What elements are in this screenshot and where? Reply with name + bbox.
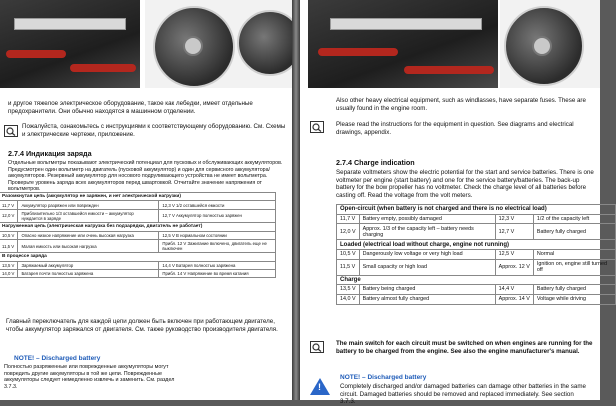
left-para-instructions: Пожалуйста, ознакомьтесь с инструкциями к соответствующему оборудованию. См. Схемы и электрические чертежи, приложение.	[22, 123, 286, 138]
right-cell: Dangerously low voltage or very high load	[359, 249, 495, 259]
right-table-section-title: Open-circuit (when battery is not charged and there is no electrical load)	[337, 205, 616, 215]
table-row	[0, 201, 276, 209]
table-row	[0, 209, 276, 222]
right-cell: Approx. 1/3 of the capacity left – battery needs charging	[359, 224, 495, 240]
left-cell: Батарея почти полностью заряжена	[18, 270, 159, 278]
left-cell: 12,0 V	[0, 209, 18, 222]
right-cell: Approx. 12 V	[495, 259, 533, 275]
right-cell: 14,0 V	[337, 294, 360, 304]
right-cell: Small capacity or high load	[359, 259, 495, 275]
right-cell: Ignition on, engine still turned off	[533, 259, 615, 275]
left-cell: 10,5 V	[0, 231, 18, 239]
right-cell: Battery empty, possibly damaged	[359, 214, 495, 224]
table-row	[337, 294, 616, 304]
right-para-instructions: Please read the instructions for the equipment in question. See diagrams and electrical drawings, appendix.	[336, 121, 574, 136]
table-row	[0, 261, 276, 269]
book-magnifier-icon	[4, 124, 18, 136]
left-section-title: 2.7.4 Индикация заряда	[8, 149, 92, 158]
right-cell: Normal	[533, 249, 615, 259]
left-cell: 12,5 V В нормальном состоянии	[159, 231, 276, 239]
left-cell: 14,0 V	[0, 270, 18, 278]
left-cell: 11,5 V	[0, 239, 18, 252]
right-section-body: Separate voltmeters show the electric potential for the start and service batteries. There is one voltmeter per engine (start battery) and one for the service battery/batteries. The back-up battery for the bow propeller has no voltmeter. Check the charge level of all batteries before casting off. Read the voltage from the volt meters.	[336, 169, 594, 199]
right-cell: 12,5 V	[495, 249, 533, 259]
left-cell: 14,4 V Батарея полностью заряжена	[159, 261, 276, 269]
left-cell: Приблизительно 1/3 оставшейся емкости – аккумулятор нуждается в заряде	[18, 209, 159, 222]
left-cell: Малая емкость или высокая нагрузка	[18, 239, 159, 252]
book-magnifier-icon	[310, 120, 324, 132]
right-table-section-title: Loaded (electrical load without charge, engine not running)	[337, 240, 616, 250]
right-table-section-title: Charge	[337, 275, 616, 285]
right-section-title: 2.7.4 Charge indication	[336, 158, 415, 167]
right-cell: 12,7 V	[495, 224, 533, 240]
left-section-body: Отдельные вольтметры показывают электрический потенциал для пусковых и обслуживающих аккумуляторов. Предусмотрен один вольтметр на двигатель (пусковой аккумулятор) и один для сервисного аккумулятора/аккумуляторов. Резервный аккумулятор для носового подруливающего устройства не имеет вольтметра. Проверьте уровень заряда всех аккумуляторов перед швартовкой. Отчитайте значение напряжения от вольтметров.	[8, 160, 283, 192]
table-row	[337, 259, 616, 275]
left-cell: Заряжаемый аккумулятор	[18, 261, 159, 269]
table-row	[0, 270, 276, 278]
left-para-equipment: и другое тяжелое электрическое оборудование, такое как лебедки, имеет отдельные предохранители. Они обычно находятся в машинном отделении.	[8, 100, 253, 115]
table-row	[337, 214, 616, 224]
right-cell: Battery being charged	[359, 285, 495, 295]
right-cell: 11,5 V	[337, 259, 360, 275]
right-voltage-table	[336, 204, 616, 305]
right-cell: 14,4 V	[495, 285, 533, 295]
left-cell: Опасно низкое напряжение или очень высокая нагрузка	[18, 231, 159, 239]
left-cell: Прибл. 12 V Зажигание включено, двигатель еще не выключен	[159, 239, 276, 252]
left-cell: 13,5 V	[0, 261, 18, 269]
book-magnifier-icon	[310, 340, 324, 352]
right-cell: 12,3 V	[495, 214, 533, 224]
right-note-title: NOTE! – Discharged battery	[340, 374, 427, 381]
book-gutter	[292, 0, 300, 400]
right-para-switch: The main switch for each circuit must be switched on when engines are running for the battery to be charged from the engine. See also the engine manufacturer's manual.	[336, 340, 593, 355]
fuse-panel-photo	[308, 0, 498, 88]
table-row	[337, 249, 616, 259]
table-row	[337, 285, 616, 295]
right-para-equipment: Also other heavy electrical equipment, such as windlasses, have separate fuses. These are usually found in the engine room.	[336, 97, 586, 112]
table-row	[0, 231, 276, 239]
left-note-title: NOTE! – Discharged battery	[14, 355, 101, 362]
table-row	[0, 239, 276, 252]
right-cell: 1/2 of the capacity left	[533, 214, 615, 224]
right-cell: Voltage while driving	[533, 294, 615, 304]
left-cell: Прибл. 14 V Напряжение во время катания	[159, 270, 276, 278]
left-note-body: Полностью разряженные или поврежденные аккумуляторы могут повредить другие аккумуляторы в той же цепи. Поврежденные аккумуляторы следует немедленно извлечь и заменить. См. раздел 3.7.3.	[4, 364, 175, 390]
right-page	[300, 0, 607, 406]
left-cell: 11,7 V	[0, 201, 18, 209]
left-table-section-title: Нагруженная цепь (электрическая нагрузка без подзарядки, двигатель не работает)	[0, 223, 276, 231]
left-voltage-table	[0, 192, 276, 278]
left-cell: 12,7 V Аккумулятор полностью заряжен	[159, 209, 276, 222]
right-cell: 11,7 V	[337, 214, 360, 224]
fuse-panel-photo	[0, 0, 140, 88]
right-cell: Battery fully charged	[533, 285, 615, 295]
warning-triangle-icon: !	[310, 378, 330, 395]
terminal-photo	[145, 0, 292, 88]
right-cell: Battery fully charged	[533, 224, 615, 240]
right-cell: Battery almost fully charged	[359, 294, 495, 304]
left-table-section-title: В процессе заряда	[0, 253, 276, 261]
right-cell: 13,5 V	[337, 285, 360, 295]
left-cell: Аккумулятор разряжен или поврежден	[18, 201, 159, 209]
right-cell: 10,5 V	[337, 249, 360, 259]
left-table-section-title: Разомкнутая цепь (аккумулятор не заряжен, и нет электрической нагрузки)	[0, 193, 276, 201]
right-cell: 12,0 V	[337, 224, 360, 240]
right-note-body: Completely discharged and/or damaged batteries can damage other batteries in the same circuit. Damaged batteries should be removed and replaced immediately. See section 3.7.3.	[340, 383, 586, 406]
left-para-switch: Главный переключатель для каждой цепи должен быть включен при работающем двигателе, чтобы аккумулятор заряжался от двигателя. См. также руководство производителя двигателя.	[6, 318, 278, 333]
left-cell: 12,3 V 1/2 оставшейся емкости	[159, 201, 276, 209]
right-cell: Approx. 14 V	[495, 294, 533, 304]
left-page	[0, 0, 292, 400]
terminal-photo	[500, 0, 600, 88]
table-row	[337, 224, 616, 240]
